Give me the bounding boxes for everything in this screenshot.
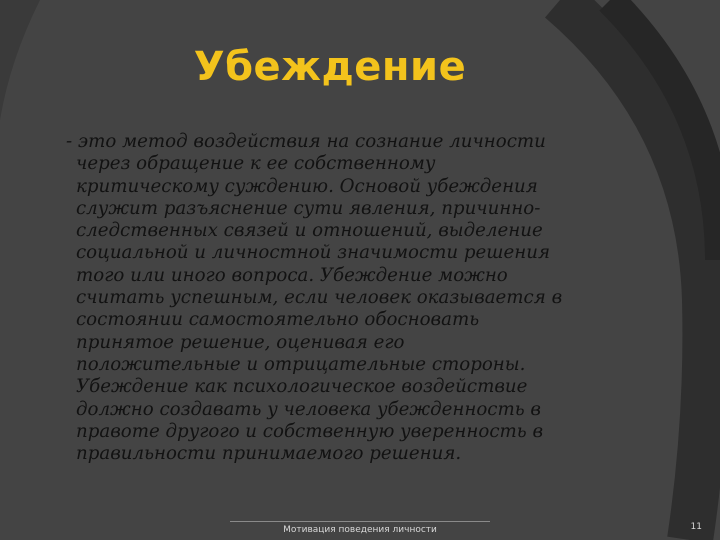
slide-footer: Мотивация поведения личности (230, 521, 490, 535)
page-number: 11 (690, 522, 702, 532)
slide-body-text: - это метод воздействия на сознание личности через обращение к ее собственному критическому суждению. Основой убеждения служит разъяснение сути явления, причинно- следственных связей и отношений, выделение социальной и личностной значимости решения того или иного вопроса. Убеждение можно считать успешным, если человек оказывается в состоянии самостоятельно обосновать принятое решение, оценивая его положительные и отрицательные стороны. Убеждение как психологическое воздействие должно создавать у человека убежденность в правоте другого и собственную уверенность в правильности принимаемого решения. (66, 131, 563, 465)
slide-title: Убеждение (193, 44, 467, 90)
